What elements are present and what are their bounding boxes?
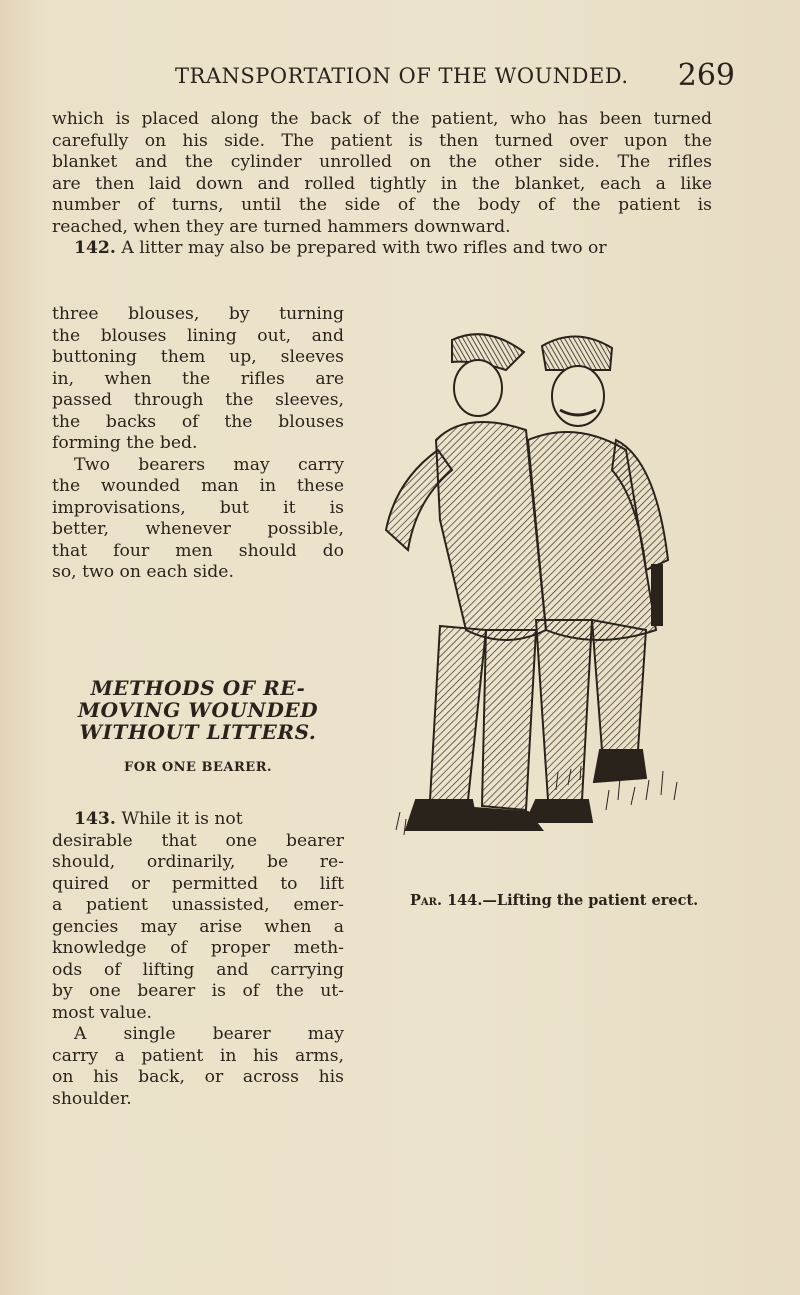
text-line: shoulder. (52, 1088, 132, 1109)
text-line: Two bearers may carry (74, 454, 344, 475)
section-heading (52, 677, 344, 743)
text-line: so, two on each side. (52, 562, 234, 582)
text-line: are then laid down and rolled tightly in the blanket, each a like (52, 173, 712, 194)
text-line: quired or permitted to lift (52, 873, 344, 894)
text-line: improvisations, but it is (52, 497, 344, 518)
paragraph-142-first-line (52, 238, 712, 260)
text-line: reached, when they are turned hammers downward. (52, 216, 511, 237)
text-line: carry a patient in his arms, (52, 1045, 344, 1066)
text-line: should, ordinarily, be re- (52, 852, 344, 872)
caption-label: Par. (410, 892, 443, 909)
paragraph-143 (52, 809, 344, 1110)
paragraph-142 (52, 304, 344, 584)
text-line: ods of lifting and carrying (52, 959, 344, 980)
text-line: a patient unassisted, emer- (52, 895, 344, 915)
page-number: 269 (677, 58, 735, 93)
text-line: desirable that one bearer (52, 830, 344, 851)
paragraph-number: 142. (74, 238, 116, 258)
text-line: which is placed along the back of the patient, who has been turned (52, 109, 712, 129)
text-line: most value. (52, 1002, 152, 1023)
section-subheading: FOR ONE BEARER. (123, 760, 273, 775)
text-line: the backs of the blouses (52, 411, 344, 432)
text-line: forming the bed. (52, 433, 198, 453)
text-line: number of turns, until the side of the body of the patient is (52, 195, 712, 215)
text-line: in, when the rifles are (52, 368, 344, 389)
intro-paragraph (52, 109, 712, 260)
wounded-soldier (386, 334, 546, 830)
text-line: by one bearer is of the ut- (52, 981, 344, 1001)
engraving-two-soldiers (356, 330, 696, 882)
text-line: on his back, or across his (52, 1067, 344, 1087)
text-line: the wounded man in these (52, 476, 344, 496)
section-heading-block (52, 677, 344, 779)
heading-line: MOVING WOUNDED (77, 698, 319, 722)
text-fragment: A litter may also be prepared with two rifles and two or (115, 238, 607, 258)
text-line: three blouses, by turning (52, 304, 344, 324)
text-line: buttoning them up, sleeves (52, 347, 344, 367)
caption-text: 144.—Lifting the patient erect. (442, 892, 699, 909)
text-line: the blouses lining out, and (52, 325, 344, 346)
text-line: carefully on his side. The patient is then turned over upon the (52, 130, 712, 151)
text-line: gencies may arise when a (52, 916, 344, 937)
text-line: better, whenever possible, (52, 519, 344, 539)
text-line: A single bearer may (74, 1024, 344, 1044)
text-line: knowledge of proper meth- (52, 938, 344, 958)
text-line: passed through the sleeves, (52, 390, 344, 410)
paragraph-number: 143. (74, 809, 116, 829)
page-header (175, 58, 735, 94)
paragraph-143-first-line (52, 809, 344, 831)
heading-line: WITHOUT LITTERS. (79, 720, 317, 744)
text-line: that four men should do (52, 540, 344, 561)
heading-line: METHODS OF RE- (90, 676, 306, 700)
figure-caption (410, 892, 710, 909)
bearer-soldier (526, 336, 668, 822)
running-title: TRANSPORTATION OF THE WOUNDED. (175, 64, 629, 88)
text-fragment: While it is not (115, 809, 243, 829)
text-line: blanket and the cylinder unrolled on the other side. The rifles (52, 152, 712, 172)
